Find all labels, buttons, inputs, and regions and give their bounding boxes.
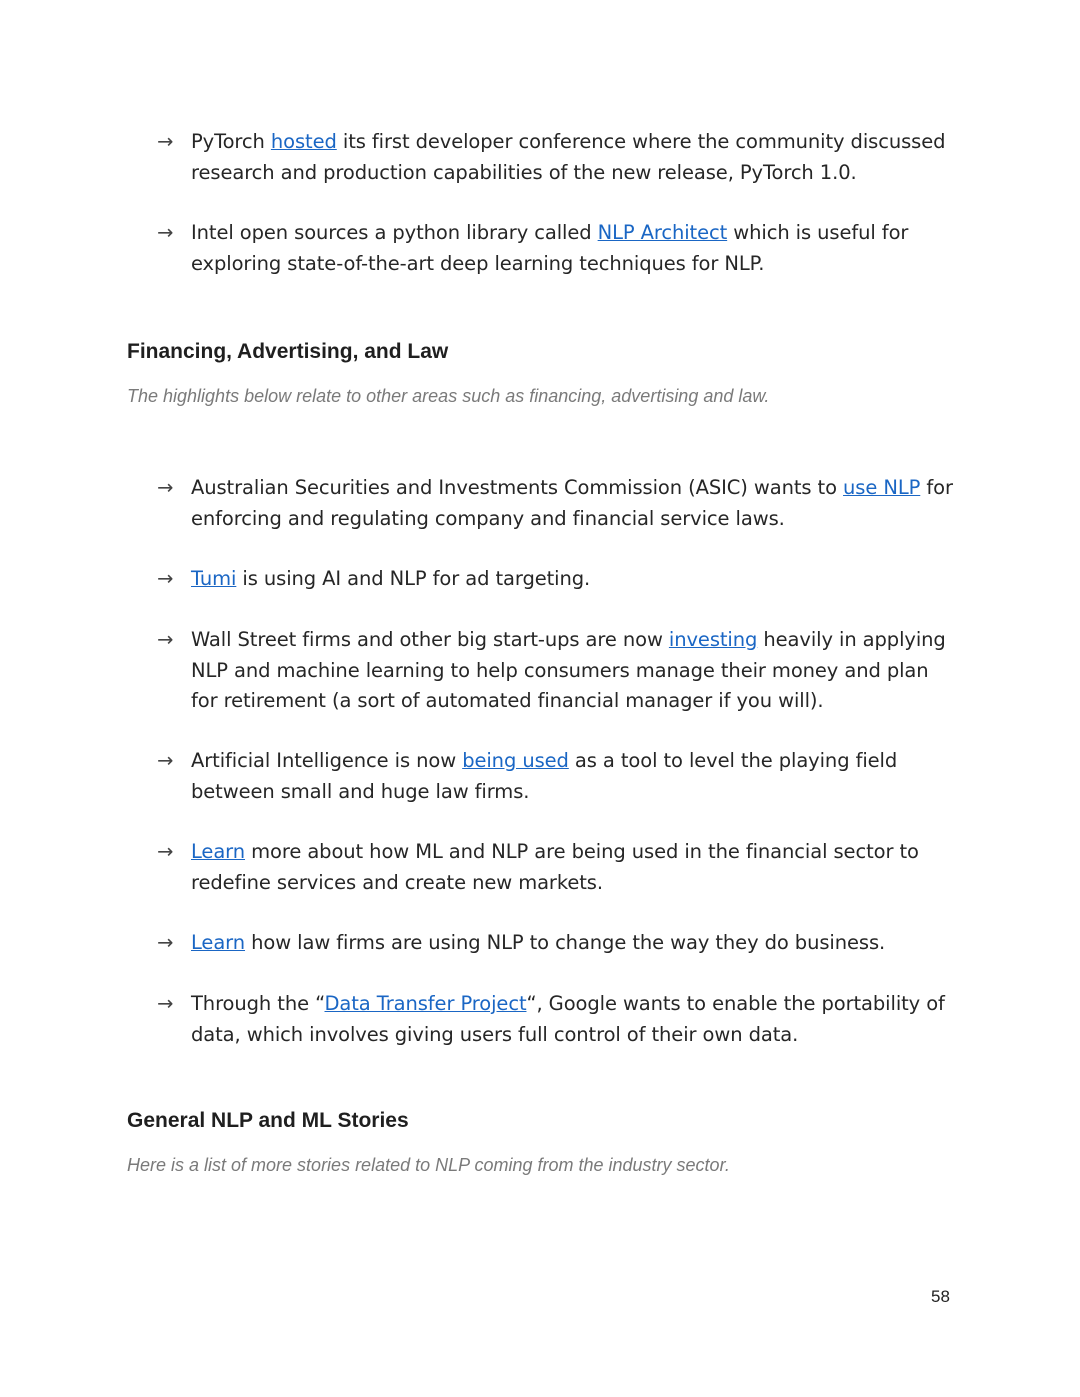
bullet-text-after: more about how ML and NLP are being used in the financial sector to redefine services and create new markets.: [191, 840, 919, 894]
bullet-item: [157, 127, 957, 188]
bullet-text-after: is using AI and NLP for ad targeting.: [236, 567, 591, 590]
arrow-icon: →: [157, 221, 174, 244]
bullet-text: [191, 564, 957, 595]
bullet-text-after: for enforcing and regulating company and financial service laws.: [191, 476, 953, 530]
section-description: The highlights below relate to other areas such as financing, advertising and law.: [127, 386, 770, 406]
section-description: Here is a list of more stories related to NLP coming from the industry sector.: [127, 1155, 730, 1175]
bullet-text-after: which is useful for exploring state-of-the-art deep learning techniques for NLP.: [191, 221, 909, 275]
bullet-item: [157, 928, 957, 959]
bullet-text-before: Intel open sources a python library called: [191, 221, 598, 244]
bullet-text: [191, 218, 957, 279]
link-use-nlp[interactable]: use NLP: [843, 476, 921, 499]
bullet-text: [191, 989, 957, 1050]
bullet-text-after: “, Google wants to enable the portability of data, which involves giving users full control of their own data.: [191, 992, 945, 1046]
link-hosted[interactable]: hosted: [270, 130, 337, 153]
bullet-text-after: heavily in applying NLP and machine learning to help consumers manage their money and plan for retirement (a sort of automated financial manager if you will).: [191, 628, 946, 712]
arrow-icon: →: [157, 749, 174, 772]
bullet-item: [157, 473, 957, 534]
bullet-item: [157, 989, 957, 1050]
page-number: 58: [931, 1287, 950, 1306]
bullet-text: [191, 625, 957, 717]
bullet-text-after: how law firms are using NLP to change the way they do business.: [245, 931, 886, 954]
arrow-icon: →: [157, 628, 174, 651]
arrow-icon: →: [157, 567, 174, 590]
bullet-text-after: as a tool to level the playing field between small and huge law firms.: [191, 749, 898, 803]
bullet-text: [191, 928, 957, 959]
bullet-text-before: Through the “: [191, 992, 325, 1015]
section-heading: Financing, Advertising, and Law: [127, 340, 449, 363]
arrow-icon: →: [157, 840, 174, 863]
bullet-item: [157, 746, 957, 807]
bullet-text: [191, 473, 957, 534]
bullet-text-before: Australian Securities and Investments Commission (ASIC) wants to: [191, 476, 844, 499]
arrow-icon: →: [157, 476, 174, 499]
bullet-item: [157, 218, 957, 279]
link-tumi[interactable]: Tumi: [191, 567, 237, 590]
link-nlp-architect[interactable]: NLP Architect: [597, 221, 728, 244]
bullet-text-before: Artificial Intelligence is now: [191, 749, 463, 772]
bullet-text-before: Wall Street firms and other big start-ups are now: [191, 628, 669, 651]
bullet-item: [157, 564, 957, 595]
arrow-icon: →: [157, 130, 174, 153]
bullet-text: [191, 127, 957, 188]
bullet-text: [191, 837, 957, 898]
link-investing[interactable]: investing: [668, 628, 758, 651]
bullet-item: [157, 625, 957, 717]
section-heading: General NLP and ML Stories: [127, 1109, 409, 1132]
bullet-text-before: PyTorch: [191, 130, 271, 153]
link-being-used[interactable]: being used: [462, 749, 569, 772]
link-data-transfer-project[interactable]: Data Transfer Project: [324, 992, 527, 1015]
bullet-text: [191, 746, 957, 807]
arrow-icon: →: [157, 931, 174, 954]
arrow-icon: →: [157, 992, 174, 1015]
bullet-item: [157, 837, 957, 898]
link-learn-financial[interactable]: Learn: [191, 840, 246, 863]
link-learn-law[interactable]: Learn: [191, 931, 246, 954]
bullet-text-after: its first developer conference where the community discussed research and production capabilities of the new release, PyTorch 1.0.: [191, 130, 946, 184]
